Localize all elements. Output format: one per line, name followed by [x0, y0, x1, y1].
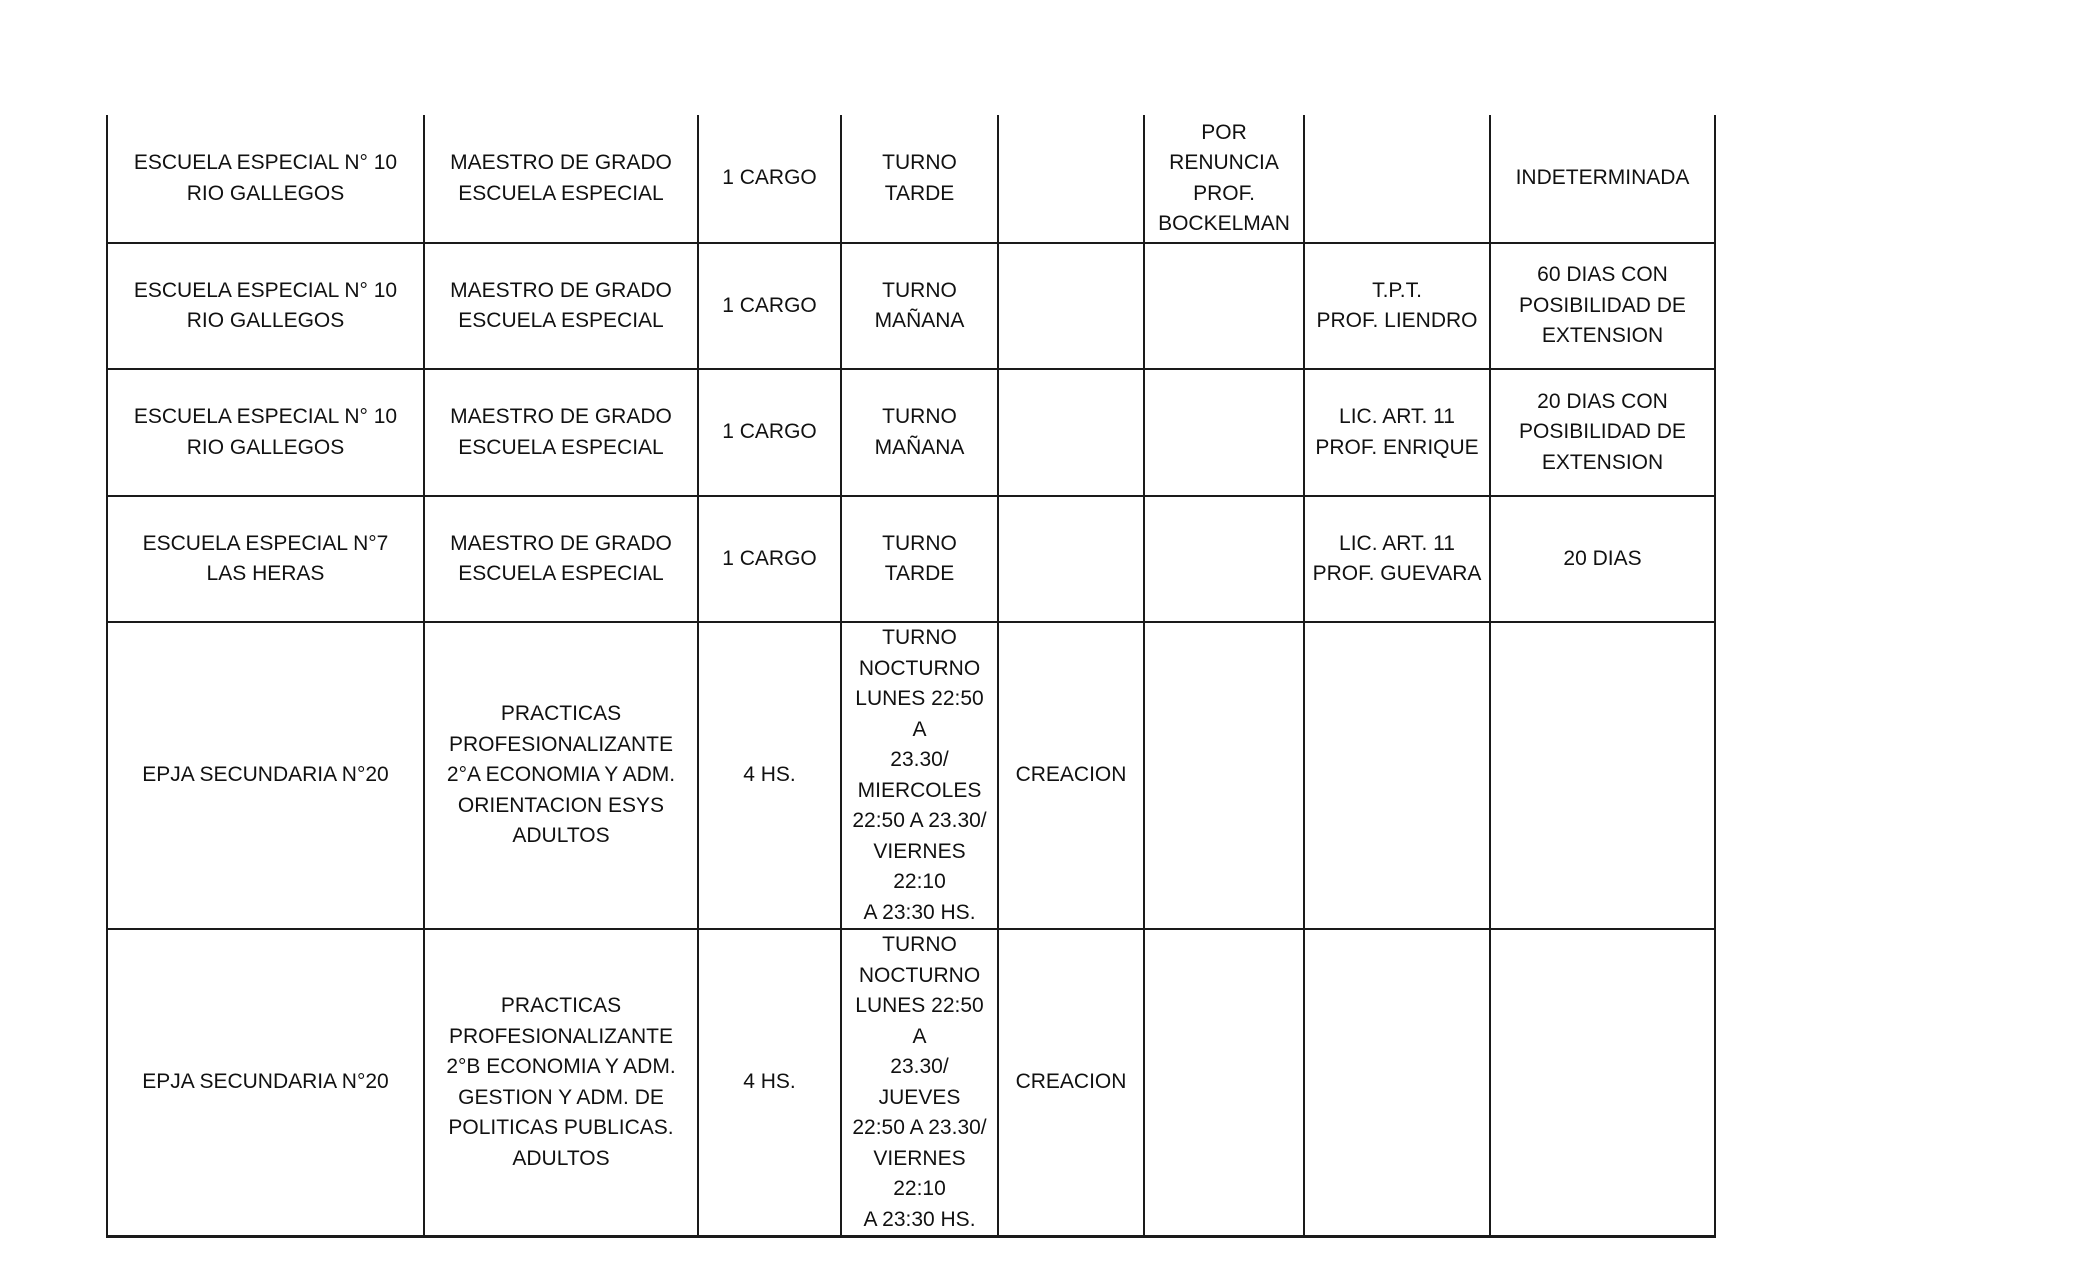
- reason-cell: CREACION: [998, 929, 1144, 1237]
- shift-cell: TURNO TARDE: [841, 115, 998, 243]
- school-cell: ESCUELA ESPECIAL N° 10 RIO GALLEGOS: [107, 369, 424, 496]
- leave-cell: [1304, 622, 1490, 929]
- leave-cell: [1304, 929, 1490, 1237]
- table-row: [107, 929, 1715, 1237]
- shift-cell: TURNO NOCTURNO LUNES 22:50 A 23.30/ MIERCOLES 22:50 A 23.30/ VIERNES 22:10 A 23:30 HS.: [841, 622, 998, 929]
- vacancy-cell: [1144, 369, 1304, 496]
- position-cell: PRACTICAS PROFESIONALIZANTE 2°A ECONOMIA Y ADM. ORIENTACION ESYS ADULTOS: [424, 622, 698, 929]
- table-row: [107, 369, 1715, 496]
- position-cell: PRACTICAS PROFESIONALIZANTE 2°B ECONOMIA Y ADM. GESTION Y ADM. DE POLITICAS PUBLICAS. ADULTOS: [424, 929, 698, 1237]
- duration-cell: [1490, 622, 1715, 929]
- table-row: [107, 243, 1715, 369]
- quantity-cell: 1 CARGO: [698, 369, 841, 496]
- duration-cell: 60 DIAS CON POSIBILIDAD DE EXTENSION: [1490, 243, 1715, 369]
- school-cell: ESCUELA ESPECIAL N°7 LAS HERAS: [107, 496, 424, 622]
- vacancy-table: [106, 115, 1716, 1238]
- vacancy-cell: [1144, 496, 1304, 622]
- school-cell: EPJA SECUNDARIA N°20: [107, 929, 424, 1237]
- quantity-cell: 1 CARGO: [698, 243, 841, 369]
- duration-cell: 20 DIAS: [1490, 496, 1715, 622]
- reason-cell: [998, 115, 1144, 243]
- table-row: [107, 622, 1715, 929]
- shift-cell: TURNO MAÑANA: [841, 369, 998, 496]
- reason-cell: CREACION: [998, 622, 1144, 929]
- leave-cell: [1304, 115, 1490, 243]
- vacancy-cell: POR RENUNCIA PROF. BOCKELMAN: [1144, 115, 1304, 243]
- leave-cell: LIC. ART. 11 PROF. GUEVARA: [1304, 496, 1490, 622]
- table-row: [107, 496, 1715, 622]
- position-cell: MAESTRO DE GRADO ESCUELA ESPECIAL: [424, 243, 698, 369]
- position-cell: MAESTRO DE GRADO ESCUELA ESPECIAL: [424, 115, 698, 243]
- reason-cell: [998, 243, 1144, 369]
- vacancy-cell: [1144, 929, 1304, 1237]
- quantity-cell: 1 CARGO: [698, 496, 841, 622]
- vacancy-cell: [1144, 243, 1304, 369]
- duration-cell: INDETERMINADA: [1490, 115, 1715, 243]
- school-cell: ESCUELA ESPECIAL N° 10 RIO GALLEGOS: [107, 115, 424, 243]
- leave-cell: T.P.T. PROF. LIENDRO: [1304, 243, 1490, 369]
- quantity-cell: 4 HS.: [698, 622, 841, 929]
- position-cell: MAESTRO DE GRADO ESCUELA ESPECIAL: [424, 369, 698, 496]
- shift-cell: TURNO NOCTURNO LUNES 22:50 A 23.30/ JUEVES 22:50 A 23.30/ VIERNES 22:10 A 23:30 HS.: [841, 929, 998, 1237]
- reason-cell: [998, 369, 1144, 496]
- shift-cell: TURNO MAÑANA: [841, 243, 998, 369]
- duration-cell: 20 DIAS CON POSIBILIDAD DE EXTENSION: [1490, 369, 1715, 496]
- vacancy-cell: [1144, 622, 1304, 929]
- quantity-cell: 4 HS.: [698, 929, 841, 1237]
- table-row: [107, 115, 1715, 243]
- reason-cell: [998, 496, 1144, 622]
- duration-cell: [1490, 929, 1715, 1237]
- shift-cell: TURNO TARDE: [841, 496, 998, 622]
- position-cell: MAESTRO DE GRADO ESCUELA ESPECIAL: [424, 496, 698, 622]
- school-cell: ESCUELA ESPECIAL N° 10 RIO GALLEGOS: [107, 243, 424, 369]
- quantity-cell: 1 CARGO: [698, 115, 841, 243]
- leave-cell: LIC. ART. 11 PROF. ENRIQUE: [1304, 369, 1490, 496]
- school-cell: EPJA SECUNDARIA N°20: [107, 622, 424, 929]
